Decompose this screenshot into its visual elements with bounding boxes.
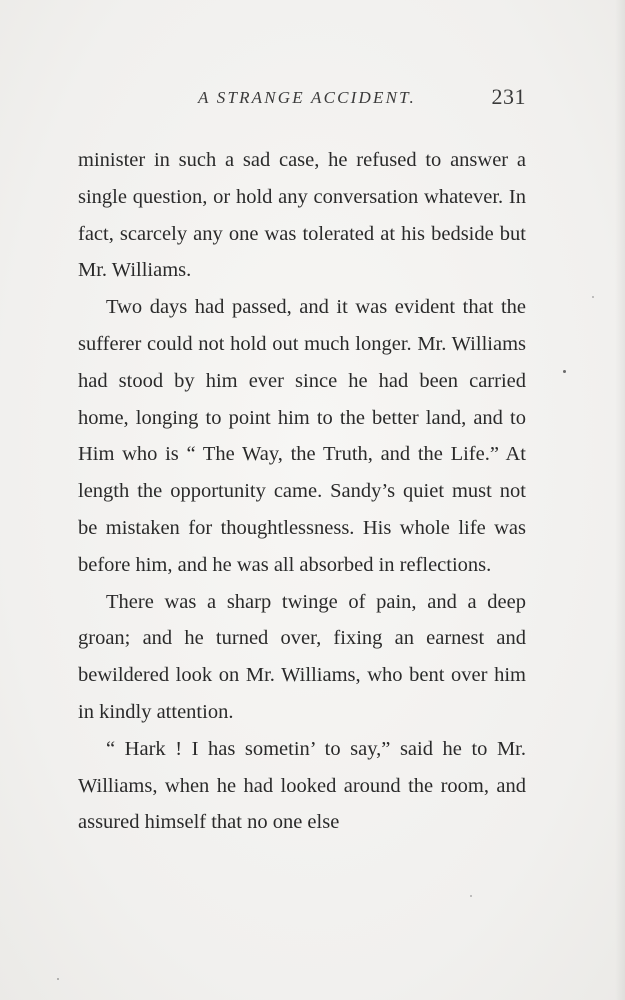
running-head — [78, 84, 526, 118]
paper-speck — [563, 370, 566, 373]
paper-speck — [592, 296, 594, 298]
paragraph-continued: minister in such a sad case, he refused to answer a single question, or hold any conversation whatever. In fact, scarcely any one was tolerated at his bedside but Mr. Williams. — [78, 149, 526, 282]
body-text — [78, 142, 526, 841]
page-number: 231 — [491, 84, 526, 109]
paper-speck — [57, 978, 59, 980]
running-title: A STRANGE ACCIDENT. — [198, 88, 416, 107]
paper-speck — [470, 895, 472, 897]
paragraph: Two days had passed, and it was evident that the sufferer could not hold out much longer. Mr. Williams had stood by him ever since he had been carried home, longing to point him to the better land, and to Him who is “ The Way, the Truth, and the Life.” At length the opportunity came. Sandy’s quiet must not be mistaken for thoughtlessness. His whole life was before him, and he was all absorbed in reflections. — [78, 296, 526, 576]
paragraph: There was a sharp twinge of pain, and a deep groan; and he turned over, fixing an earnest and bewildered look on Mr. Williams, who bent over him in kindly attention. — [78, 590, 526, 723]
page-edge-shadow — [615, 0, 625, 1000]
paragraph: “ Hark ! I has sometin’ to say,” said he to Mr. Williams, when he had looked around the room, and assured himself that no one else — [78, 737, 526, 834]
